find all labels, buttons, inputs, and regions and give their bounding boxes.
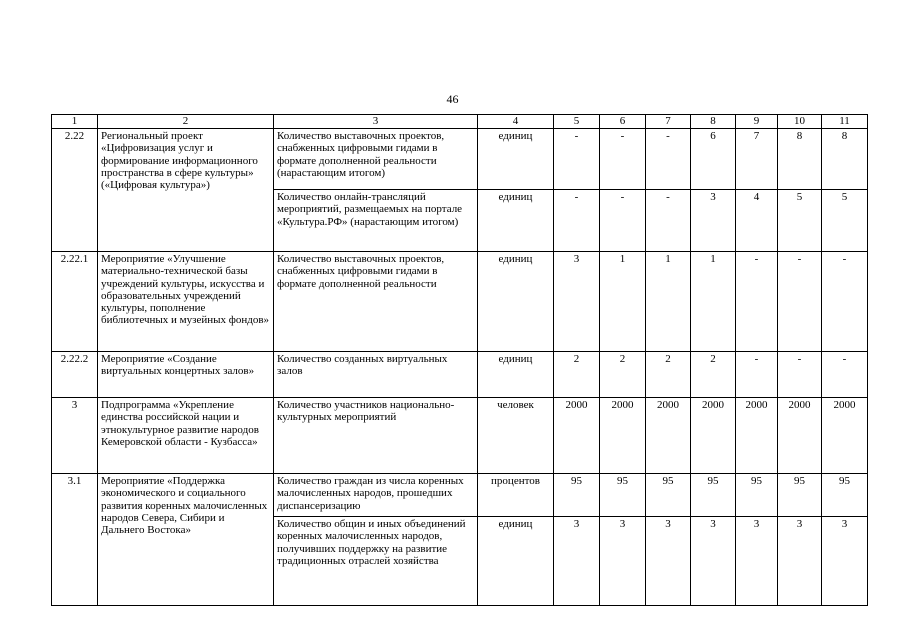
header-cell: 11 — [822, 115, 868, 129]
table-row — [52, 474, 868, 517]
table-row — [52, 129, 868, 190]
table-row — [52, 398, 868, 474]
indicator-name: Количество выставочных проектов, снабженных цифровыми гидами в формате дополненной реальности — [274, 252, 478, 352]
indicator-value: 3 — [691, 190, 736, 252]
header-cell: 2 — [98, 115, 274, 129]
indicator-value: 3 — [554, 252, 600, 352]
indicator-value: 95 — [822, 474, 868, 517]
measure-name: Региональный проект «Цифровизация услуг и формирование информационного пространства в сфере культуры» («Цифровая культура») — [98, 129, 274, 252]
row-number: 2.22.2 — [52, 352, 98, 398]
indicator-value: 2000 — [646, 398, 691, 474]
table-row — [52, 352, 868, 398]
indicator-value: - — [646, 190, 691, 252]
indicator-value: 95 — [778, 474, 822, 517]
indicator-value: 2000 — [691, 398, 736, 474]
indicator-name: Количество выставочных проектов, снабженных цифровыми гидами в формате дополненной реальности (нарастающим итогом) — [274, 129, 478, 190]
indicator-value: - — [778, 252, 822, 352]
indicator-value: 5 — [778, 190, 822, 252]
indicator-value: - — [822, 252, 868, 352]
indicator-value: 3 — [778, 517, 822, 606]
indicator-value: - — [736, 252, 778, 352]
header-cell: 1 — [52, 115, 98, 129]
indicator-value: 2 — [691, 352, 736, 398]
indicator-value: - — [554, 129, 600, 190]
indicator-value: - — [600, 129, 646, 190]
row-number: 3 — [52, 398, 98, 474]
indicators-table — [51, 114, 868, 606]
header-cell: 10 — [778, 115, 822, 129]
indicator-value: 95 — [646, 474, 691, 517]
indicator-value: 8 — [778, 129, 822, 190]
indicator-value: 3 — [554, 517, 600, 606]
header-cell: 7 — [646, 115, 691, 129]
indicator-unit: единиц — [478, 252, 554, 352]
row-number: 2.22.1 — [52, 252, 98, 352]
header-cell: 5 — [554, 115, 600, 129]
indicator-value: 8 — [822, 129, 868, 190]
indicator-value: 2000 — [822, 398, 868, 474]
indicator-value: 6 — [691, 129, 736, 190]
measure-name: Мероприятие «Создание виртуальных концертных залов» — [98, 352, 274, 398]
indicator-value: 2000 — [778, 398, 822, 474]
row-number: 2.22 — [52, 129, 98, 252]
indicator-value: 2 — [554, 352, 600, 398]
row-number: 3.1 — [52, 474, 98, 606]
indicator-unit: единиц — [478, 517, 554, 606]
indicator-value: 1 — [646, 252, 691, 352]
indicator-value: 4 — [736, 190, 778, 252]
indicator-value: 3 — [600, 517, 646, 606]
indicator-value: 95 — [600, 474, 646, 517]
measure-name: Мероприятие «Поддержка экономического и социального развития коренных малочисленных народов Севера, Сибири и Дальнего Востока» — [98, 474, 274, 606]
header-row — [52, 115, 868, 129]
header-cell: 8 — [691, 115, 736, 129]
indicator-unit: единиц — [478, 190, 554, 252]
indicator-value: 95 — [691, 474, 736, 517]
page-number: 46 — [446, 92, 459, 106]
indicator-value: - — [646, 129, 691, 190]
table-body — [52, 115, 868, 606]
table-row — [52, 252, 868, 352]
indicator-value: 95 — [736, 474, 778, 517]
header-cell: 6 — [600, 115, 646, 129]
measure-name: Мероприятие «Улучшение материально-технической базы учреждений культуры, искусства и образовательных учреждений культуры, пополнение библиотечных и музейных фондов» — [98, 252, 274, 352]
indicator-name: Количество онлайн-трансляций мероприятий, размещаемых на портале «Культура.РФ» (нарастающим итогом) — [274, 190, 478, 252]
header-cell: 3 — [274, 115, 478, 129]
indicator-value: - — [600, 190, 646, 252]
indicator-value: 2000 — [736, 398, 778, 474]
indicator-value: 2000 — [554, 398, 600, 474]
indicator-name: Количество созданных виртуальных залов — [274, 352, 478, 398]
indicator-unit: процентов — [478, 474, 554, 517]
indicator-value: - — [554, 190, 600, 252]
indicator-value: 1 — [691, 252, 736, 352]
indicator-value: 1 — [600, 252, 646, 352]
indicator-unit: единиц — [478, 352, 554, 398]
header-cell: 4 — [478, 115, 554, 129]
indicator-value: 7 — [736, 129, 778, 190]
indicator-value: - — [822, 352, 868, 398]
indicator-value: - — [736, 352, 778, 398]
measure-name: Подпрограмма «Укрепление единства российской нации и этнокультурное развитие народов Кемеровской области - Кузбасса» — [98, 398, 274, 474]
indicator-value: 3 — [691, 517, 736, 606]
indicator-value: 5 — [822, 190, 868, 252]
indicator-unit: единиц — [478, 129, 554, 190]
indicator-value: 2 — [600, 352, 646, 398]
indicator-value: - — [778, 352, 822, 398]
indicator-value: 2000 — [600, 398, 646, 474]
indicator-value: 3 — [646, 517, 691, 606]
indicator-value: 3 — [736, 517, 778, 606]
indicator-name: Количество граждан из числа коренных малочисленных народов, прошедших диспансеризацию — [274, 474, 478, 517]
indicator-value: 3 — [822, 517, 868, 606]
indicator-name: Количество участников национально-культурных мероприятий — [274, 398, 478, 474]
indicator-value: 2 — [646, 352, 691, 398]
indicator-value: 95 — [554, 474, 600, 517]
indicator-unit: человек — [478, 398, 554, 474]
header-cell: 9 — [736, 115, 778, 129]
indicator-name: Количество общин и иных объединений коренных малочисленных народов, получивших поддержку на развитие традиционных отраслей хозяйства — [274, 517, 478, 606]
